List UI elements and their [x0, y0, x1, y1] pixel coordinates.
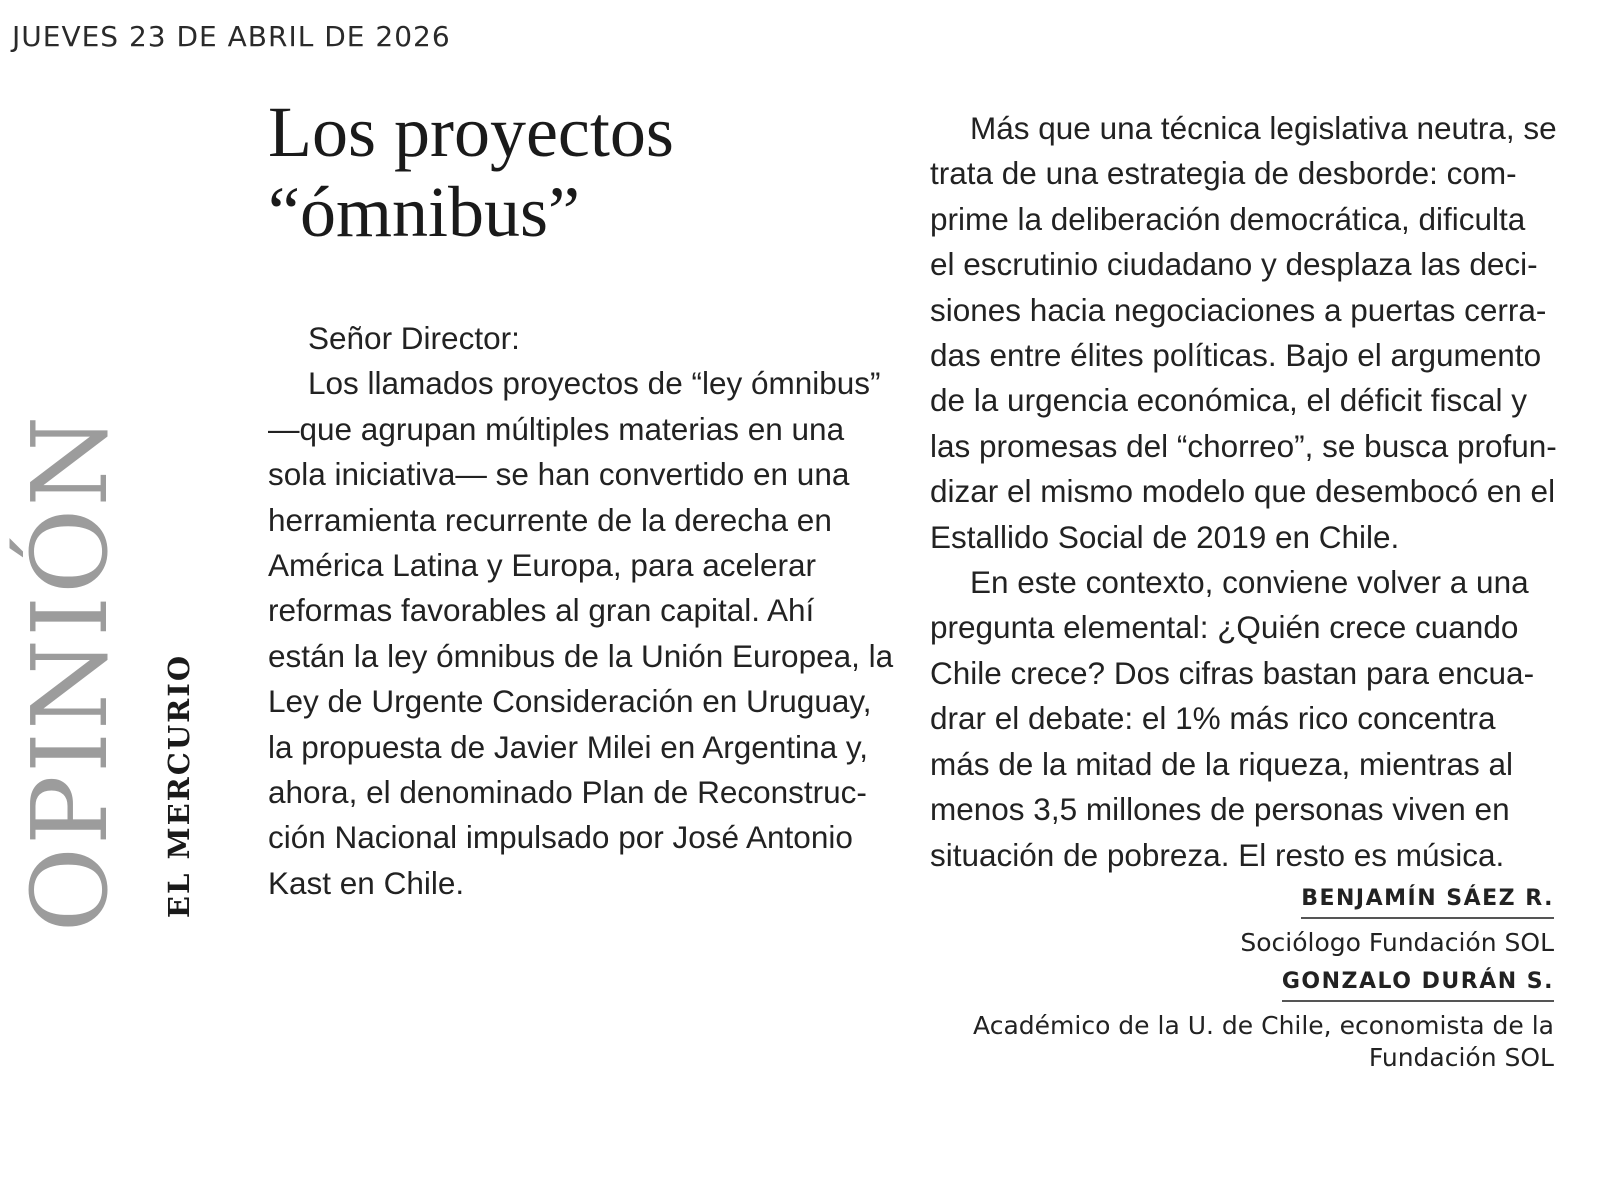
body-line: herramienta recurrente de la derecha en: [268, 501, 832, 538]
signature-1: [973, 886, 1554, 959]
body-line: —que agrupan múltiples materias en una: [268, 410, 845, 447]
headline: [268, 92, 674, 252]
signature-name: BENJAMÍN SÁEZ R.: [1301, 886, 1554, 919]
body-line: ahora, el denominado Plan de Reconstruc-: [268, 774, 867, 811]
body-line: prime la deliberación democrática, dificulta: [930, 200, 1526, 237]
body-line: Ley de Urgente Consideración en Uruguay,: [268, 683, 872, 720]
body-line: dizar el mismo modelo que desembocó en el: [930, 473, 1556, 510]
signature-2: [973, 969, 1554, 1074]
body-line: están la ley ómnibus de la Unión Europea, la: [268, 637, 894, 674]
body-line: reformas favorables al gran capital. Ahí: [268, 592, 815, 629]
body-line: América Latina y Europa, para acelerar: [268, 547, 817, 584]
body-line: siones hacia negociaciones a puertas cerra-: [930, 291, 1547, 328]
body-line: Kast en Chile.: [268, 864, 465, 901]
body-line: sola iniciativa— se han convertido en una: [268, 456, 850, 493]
salutation: Señor Director:: [308, 320, 520, 356]
letter-column-right: [930, 106, 1590, 878]
signature-role-line: Fundación SOL: [1368, 1043, 1554, 1072]
signature-role: Sociólogo Fundación SOL: [1240, 928, 1554, 957]
body-line: Chile crece? Dos cifras bastan para encua-: [930, 654, 1535, 691]
signatures: [973, 886, 1554, 1084]
signature-role: [973, 1010, 1554, 1074]
signature-name: GONZALO DURÁN S.: [1282, 969, 1554, 1002]
body-line: situación de pobreza. El resto es música.: [930, 836, 1505, 873]
body-line: las promesas del “chorreo”, se busca profun-: [930, 427, 1557, 464]
body-line: menos 3,5 millones de personas viven en: [930, 791, 1510, 828]
headline-line-2: “ómnibus”: [268, 172, 580, 252]
signature-role-line: Académico de la U. de Chile, economista de la: [973, 1011, 1554, 1040]
body-line: ción Nacional impulsado por José Antonio: [268, 819, 853, 856]
body-line: Estallido Social de 2019 en Chile.: [930, 518, 1400, 555]
dateline: JUEVES 23 DE ABRIL DE 2026: [12, 20, 451, 53]
body-line: de la urgencia económica, el déficit fiscal y: [930, 382, 1528, 419]
body-line: el escrutinio ciudadano y desplaza las deci-: [930, 246, 1538, 283]
body-line: trata de una estrategia de desborde: com-: [930, 155, 1517, 192]
body-line: drar el debate: el 1% más rico concentra: [930, 700, 1496, 737]
letter-column-left: [268, 316, 908, 906]
body-line: En este contexto, conviene volver a una: [970, 564, 1529, 601]
body-line: Más que una técnica legislativa neutra, se: [970, 110, 1557, 146]
body-line: la propuesta de Javier Milei en Argentina y,: [268, 728, 869, 765]
body-line: Los llamados proyectos de “ley ómnibus”: [308, 365, 881, 402]
body-line: pregunta elemental: ¿Quién crece cuando: [930, 609, 1519, 646]
newspaper-name: EL MERCURIO: [162, 653, 196, 919]
body-line: das entre élites políticas. Bajo el argumento: [930, 337, 1542, 374]
body-line: más de la mitad de la riqueza, mientras al: [930, 745, 1514, 782]
headline-line-1: Los proyectos: [268, 92, 674, 172]
section-label: OPINIÓN: [9, 413, 131, 933]
